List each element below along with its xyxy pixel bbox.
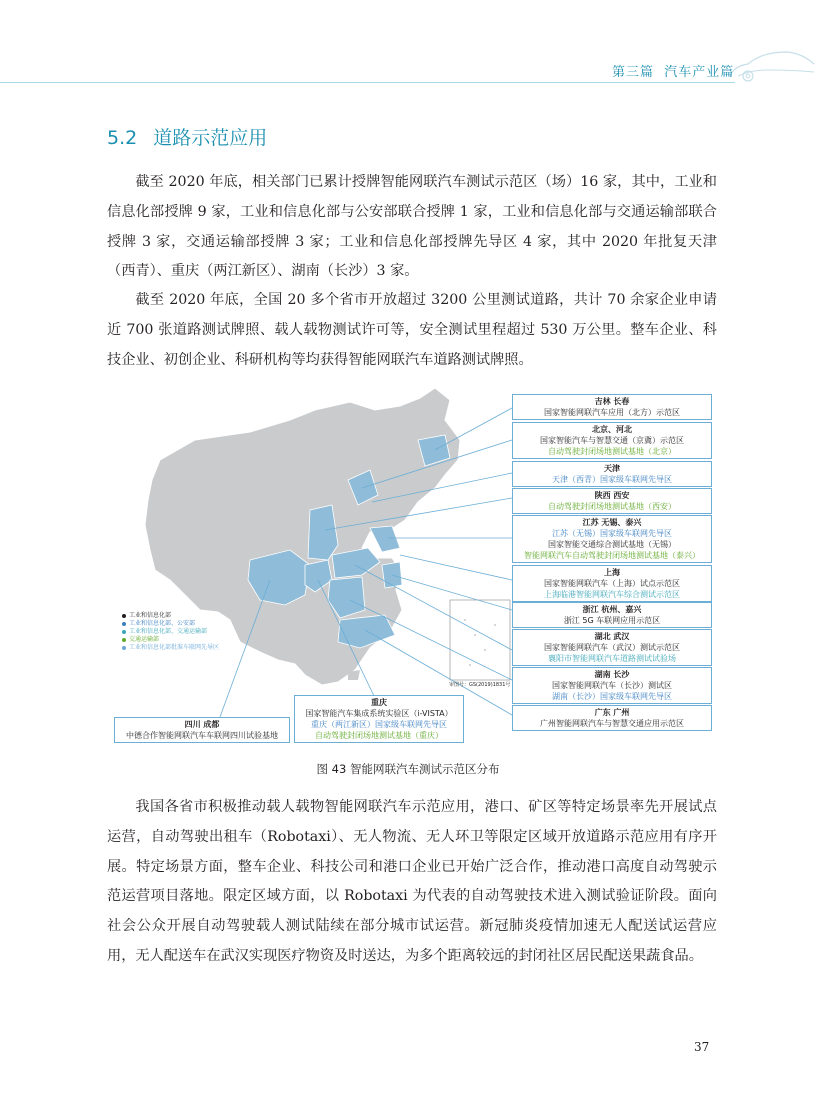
box-line: 湖南（长沙）国家级车联网先导区	[552, 692, 672, 701]
box-line: 国家智能网联汽车（上海）试点示范区	[544, 579, 680, 588]
map-approval-note: 审图号：GS(2019)1831号	[449, 682, 511, 688]
map-south-china-sea-inset	[450, 600, 510, 680]
section-title	[107, 123, 267, 150]
box-tianjin	[512, 461, 712, 487]
box-beijing	[512, 422, 712, 459]
figure-caption: 图 43 智能网联汽车测试示范区分布	[316, 762, 500, 776]
box-guangdong	[512, 705, 712, 731]
box-city: 四川 成都	[184, 720, 220, 729]
box-shaanxi	[512, 488, 712, 514]
legend-dot-icon	[122, 622, 126, 626]
section-heading: 道路示范应用	[153, 127, 268, 149]
legend-dot-icon	[122, 646, 126, 650]
box-city: 浙江 杭州、嘉兴	[582, 605, 642, 614]
legend-label: 工业和信息化部、公安部	[129, 620, 196, 627]
box-line: 中德合作智能网联汽车车联网四川试验基地	[126, 731, 278, 740]
map-legend	[122, 612, 219, 652]
legend-item	[122, 628, 219, 636]
map-region-shaanxi	[308, 505, 338, 560]
box-line: 上海临港智能网联汽车综合测试示范区	[544, 590, 680, 599]
legend-label: 工业和信息化部	[129, 612, 172, 619]
box-jilin	[512, 394, 712, 420]
legend-item	[122, 620, 219, 628]
box-line: 浙江 5G 车联网应用示范区	[563, 616, 661, 625]
box-zhejiang	[512, 602, 712, 628]
box-hubei	[512, 629, 712, 666]
box-line: 国家智能网联汽车（武汉）测试示范区	[544, 643, 680, 652]
section-number: 5.2	[107, 127, 138, 149]
header-part-title: 汽车产业篇	[664, 65, 735, 80]
paragraph-1: 截至 2020 年底，相关部门已累计授牌智能网联汽车测试示范区（场）16 家，其中，工业和信息化部授牌 9 家，工业和信息化部与公安部联合授牌 1 家，工业和信息化部与交通运输部联合授牌 3 家，交通运输部授牌 3 家；工业和信息化部授牌先导区 4 家，其中 2020 年批复天津（西青）、重庆（两江新区）、湖南（长沙）3 家。	[107, 174, 717, 280]
map-region-jiangsu	[370, 526, 400, 552]
box-line: 国家智能汽车与智慧交通（京冀）示范区	[540, 436, 684, 445]
legend-item	[122, 636, 219, 644]
box-line: 国家智能汽车集成系统实验区（i-VISTA）	[305, 709, 453, 718]
box-line: 广州智能网联汽车与智慧交通应用示范区	[540, 719, 684, 728]
figure-map	[100, 380, 720, 750]
header-title	[612, 61, 734, 80]
box-city: 湖北 武汉	[594, 632, 630, 641]
box-hunan	[512, 667, 712, 704]
box-city: 重庆	[371, 698, 387, 707]
paragraph-2: 截至 2020 年底，全国 20 多个省市开放超过 3200 公里测试道路，共计 70 余家企业申请近 700 张道路测试牌照、载人载物测试许可等，安全测试里程超过 530 万公里。整车企业、科技企业、初创企业、科研机构等均获得智能网联汽车道路测试牌照。	[107, 292, 717, 368]
legend-label: 工业和信息化部、交通运输部	[129, 628, 208, 635]
box-line: 重庆（两江新区）国家级车联网先导区	[311, 720, 447, 729]
box-line: 天津（西青）国家级车联网先导区	[552, 475, 672, 484]
paragraph-3: 我国各省市积极推动载人载物智能网联汽车示范应用，港口、矿区等特定场景率先开展试点运营，自动驾驶出租车（Robotaxi）、无人物流、无人环卫等限定区域开放道路示范应用有序开展。特定场景方面，整车企业、科技公司和港口企业已开始广泛合作，推动港口高度自动驾驶示范运营项目落地。限定区域方面，以 Robotaxi 为代表的自动驾驶技术进入测试验证阶段。面向社会公众开展自动驾驶载人测试陆续在部分城市试运营。新冠肺炎疫情加速无人配送试运营应用，无人配送车在武汉实现医疗物资及时送达，为多个距离较远的封闭社区居民配送果蔬食品。	[107, 799, 717, 964]
box-line: 自动驾驶封闭场地测试基地（重庆）	[315, 731, 443, 740]
box-city: 陕西 西安	[594, 491, 630, 500]
legend-item	[122, 612, 219, 620]
box-city: 北京、河北	[592, 425, 632, 434]
legend-dot-icon	[122, 630, 126, 634]
page-header	[0, 0, 816, 90]
map-region-guangdong	[338, 615, 395, 648]
box-line: 智能网联汽车自动驾驶封闭场地测试基地（泰兴）	[524, 551, 700, 560]
header-part: 第三篇	[612, 65, 655, 80]
legend-item	[122, 644, 219, 652]
legend-label: 工业和信息化部批准车联网先导区	[129, 644, 220, 651]
box-jiangsu	[512, 515, 712, 563]
legend-label: 交通运输部	[129, 636, 160, 643]
header-divider	[0, 82, 735, 83]
page-number: 37	[694, 1040, 710, 1054]
box-sichuan	[114, 717, 290, 743]
legend-dot-icon	[122, 638, 126, 642]
box-city: 江苏 无锡、泰兴	[582, 518, 642, 527]
box-city: 吉林 长春	[594, 397, 630, 406]
box-chongqing	[294, 695, 464, 743]
box-line: 国家智能网联汽车应用（北方）示范区	[544, 408, 680, 417]
box-shanghai	[512, 565, 712, 602]
box-line: 自动驾驶封闭场地测试基地（北京）	[548, 447, 676, 456]
box-city: 天津	[604, 464, 620, 473]
box-line: 襄阳市智能网联汽车道路测试试验场	[548, 654, 676, 663]
box-city: 湖南 长沙	[594, 670, 630, 679]
box-city: 广东 广州	[594, 708, 630, 717]
box-line: 自动驾驶封闭场地测试基地（西安）	[548, 502, 676, 511]
box-line: 国家智能交通综合测试基地（无锡）	[548, 540, 676, 549]
box-line: 国家智能网联汽车（长沙）测试区	[552, 681, 672, 690]
box-line: 江苏（无锡）国家级车联网先导区	[552, 529, 672, 538]
car-outline-icon	[728, 44, 816, 84]
box-city: 上海	[604, 568, 620, 577]
legend-dot-icon	[122, 614, 126, 618]
